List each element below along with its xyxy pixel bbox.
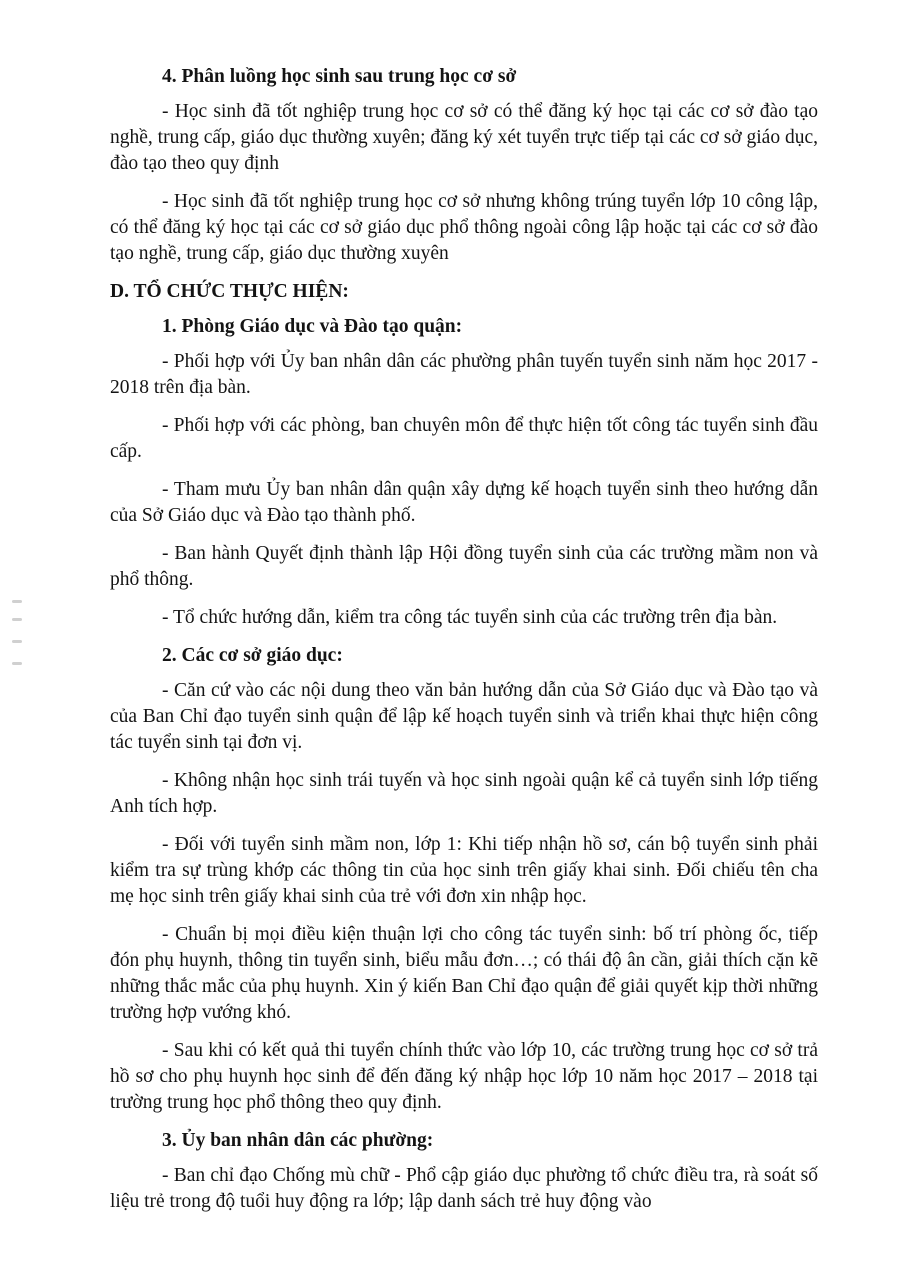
paragraph: - Ban chỉ đạo Chống mù chữ - Phổ cập giáo dục phường tổ chức điều tra, rà soát số liệu trẻ trong độ tuổi huy động ra lớp; lập danh sách trẻ huy động vào [110,1165,818,1212]
section-d-heading: D. TỔ CHỨC THỰC HIỆN: [110,281,349,302]
scan-mark [12,662,22,665]
paragraph: - Không nhận học sinh trái tuyến và học sinh ngoài quận kể cả tuyển sinh lớp tiếng Anh tích hợp. [110,770,818,817]
paragraph: - Sau khi có kết quả thi tuyển chính thức vào lớp 10, các trường trung học cơ sở trả hồ sơ cho phụ huynh học sinh để đến đăng ký nhập học lớp 10 năm học 2017 – 2018 tại trường trung học phổ thông theo quy định. [110,1040,818,1113]
scan-mark [12,600,22,603]
paragraph: - Phối hợp với Ủy ban nhân dân các phường phân tuyến tuyển sinh năm học 2017 - 2018 trên địa bàn. [110,351,818,398]
paragraph: - Phối hợp với các phòng, ban chuyên môn để thực hiện tốt công tác tuyển sinh đầu cấp. [110,415,818,462]
section-d3-heading: 3. Ủy ban nhân dân các phường: [162,1130,434,1151]
document-body [110,64,818,1227]
paragraph: - Tham mưu Ủy ban nhân dân quận xây dựng kế hoạch tuyển sinh theo hướng dẫn của Sở Giáo dục và Đào tạo thành phố. [110,479,818,526]
scan-mark [12,640,22,643]
scan-mark [12,618,22,621]
section-d2-heading: 2. Các cơ sở giáo dục: [162,645,343,666]
section-d1-heading: 1. Phòng Giáo dục và Đào tạo quận: [162,316,463,337]
paragraph: - Học sinh đã tốt nghiệp trung học cơ sở có thể đăng ký học tại các cơ sở đào tạo nghề, trung cấp, giáo dục thường xuyên; đăng ký xét tuyển trực tiếp tại các cơ sở giáo dục, đào tạo theo quy định [110,101,818,174]
paragraph: - Căn cứ vào các nội dung theo văn bản hướng dẫn của Sở Giáo dục và Đào tạo và của Ban Chỉ đạo tuyển sinh quận để lập kế hoạch tuyển sinh và triển khai thực hiện công tác tuyển sinh tại đơn vị. [110,680,818,753]
section-4-heading: 4. Phân luồng học sinh sau trung học cơ sở [162,66,517,87]
paragraph: - Học sinh đã tốt nghiệp trung học cơ sở nhưng không trúng tuyển lớp 10 công lập, có thể đăng ký học tại các cơ sở giáo dục phổ thông ngoài công lập hoặc tại các cơ sở đào tạo nghề, trung cấp, giáo dục thường xuyên [110,191,818,264]
paragraph: - Ban hành Quyết định thành lập Hội đồng tuyển sinh của các trường mầm non và phổ thông. [110,543,818,590]
paragraph: - Chuẩn bị mọi điều kiện thuận lợi cho công tác tuyển sinh: bố trí phòng ốc, tiếp đón phụ huynh, thông tin tuyển sinh, biểu mẫu đơn…; có thái độ ân cần, giải thích cặn kẽ những thắc mắc của phụ huynh. Xin ý kiến Ban Chỉ đạo quận để giải quyết kịp thời những trường hợp vướng khó. [110,924,818,1023]
paragraph: - Đối với tuyển sinh mầm non, lớp 1: Khi tiếp nhận hồ sơ, cán bộ tuyển sinh phải kiểm tra sự trùng khớp các thông tin của học sinh trên giấy khai sinh. Đối chiếu tên cha mẹ học sinh trên giấy khai sinh của trẻ với đơn xin nhập học. [110,834,818,907]
paragraph: - Tổ chức hướng dẫn, kiểm tra công tác tuyển sinh của các trường trên địa bàn. [162,607,778,628]
